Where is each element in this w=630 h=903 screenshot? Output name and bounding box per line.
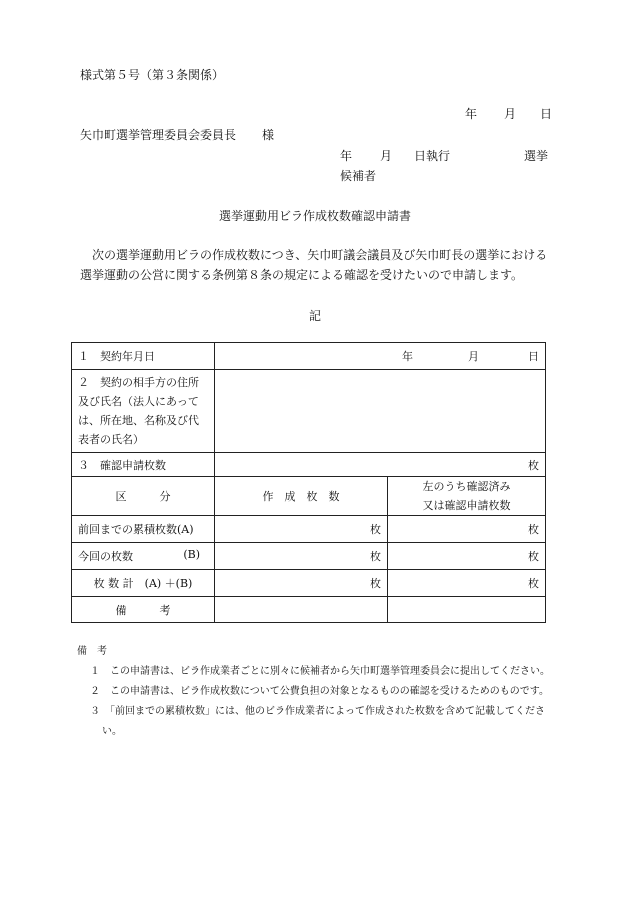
remarks-confirmed-field[interactable] xyxy=(388,597,546,623)
note-item-3: ３ 「前回までの累積枚数」には、他のビラ作成業者によって作成された枚数を含めて記載してください。 xyxy=(90,706,545,737)
header-kakunin-line1: 左のうち確認済み xyxy=(422,480,511,493)
date-month: 月 xyxy=(504,107,517,121)
total-created-field[interactable] xyxy=(215,570,388,597)
requested-count-unit: 枚 xyxy=(528,458,539,472)
requested-count-row xyxy=(72,453,546,477)
current-label: 今回の枚数 xyxy=(78,550,133,563)
date-day: 日 xyxy=(540,107,553,121)
contract-year: 年 xyxy=(402,350,413,363)
contract-date-label: １ 契約年月日 xyxy=(72,343,215,370)
contract-day: 日 xyxy=(528,350,539,363)
election-month: 月 xyxy=(380,149,393,163)
election-day-exec: 日執行 xyxy=(414,149,451,163)
total-confirmed-field[interactable] xyxy=(388,570,546,597)
total-row xyxy=(72,570,546,597)
unit-mark: 枚 xyxy=(370,523,381,536)
current-created-field[interactable] xyxy=(215,543,388,570)
cumulative-row xyxy=(72,516,546,543)
unit-mark: 枚 xyxy=(528,523,539,536)
contract-month: 月 xyxy=(468,350,479,363)
remarks-row xyxy=(72,597,546,623)
cumulative-label: 前回までの累積枚数(A) xyxy=(72,516,215,543)
contractor-label: ２ 契約の相手方の住所及び氏名（法人にあっては、所在地、名称及び代表者の氏名） xyxy=(72,370,215,453)
requested-count-field[interactable] xyxy=(215,453,546,477)
header-kakunin xyxy=(388,477,546,516)
total-label: 枚 数 計 (A) ＋(B) xyxy=(72,570,215,597)
date-year: 年 xyxy=(465,107,478,121)
current-label-cell xyxy=(72,543,215,570)
unit-mark: 枚 xyxy=(528,577,539,590)
note-item-2: ２ この申請書は、ビラ作成枚数について公費負担の対象となるものの確認を受けるためのものです。 xyxy=(90,686,549,697)
addressee: 矢巾町選挙管理委員会委員長 xyxy=(80,128,237,142)
document-title: 選挙運動用ビラ作成枚数確認申請書 xyxy=(218,209,411,223)
header-sakusei: 作 成 枚 数 xyxy=(215,477,388,516)
body-text: 次の選挙運動用ビラの作成枚数につき、矢巾町議会議員及び矢巾町長の選挙における選挙運動の公営に関する条例第８条の規定による確認を受けたいので申請します。 xyxy=(80,248,548,282)
remarks-label: 備 考 xyxy=(72,597,215,623)
unit-mark: 枚 xyxy=(370,550,381,563)
header-row xyxy=(72,477,546,516)
header-kubun: 区 分 xyxy=(72,477,215,516)
note-item-1: １ この申請書は、ビラ作成業者ごとに別々に候補者から矢巾町選挙管理委員会に提出してください。 xyxy=(90,666,550,677)
election-label: 選挙 xyxy=(524,149,549,163)
contractor-field[interactable] xyxy=(215,370,546,453)
candidate-label: 候補者 xyxy=(340,169,377,183)
unit-mark: 枚 xyxy=(370,577,381,590)
election-year: 年 xyxy=(340,149,353,163)
ki-label: 記 xyxy=(308,309,321,323)
remarks-created-field[interactable] xyxy=(215,597,388,623)
cumulative-confirmed-field[interactable] xyxy=(388,516,546,543)
contractor-row xyxy=(72,370,546,453)
addressee-suffix: 様 xyxy=(262,128,275,142)
unit-mark: 枚 xyxy=(528,550,539,563)
form-number: 様式第５号（第３条関係） xyxy=(80,68,225,82)
header-kakunin-line2: 又は確認申請枚数 xyxy=(422,499,511,512)
contract-date-row xyxy=(72,343,546,370)
current-mark: (B) xyxy=(183,548,200,561)
notes-heading: 備 考 xyxy=(77,646,107,657)
contract-date-field[interactable] xyxy=(215,343,546,370)
requested-count-label: ３ 確認申請枚数 xyxy=(72,453,215,477)
cumulative-created-field[interactable] xyxy=(215,516,388,543)
notes-section xyxy=(77,642,555,742)
application-table xyxy=(71,342,546,623)
current-confirmed-field[interactable] xyxy=(388,543,546,570)
current-row xyxy=(72,543,546,570)
